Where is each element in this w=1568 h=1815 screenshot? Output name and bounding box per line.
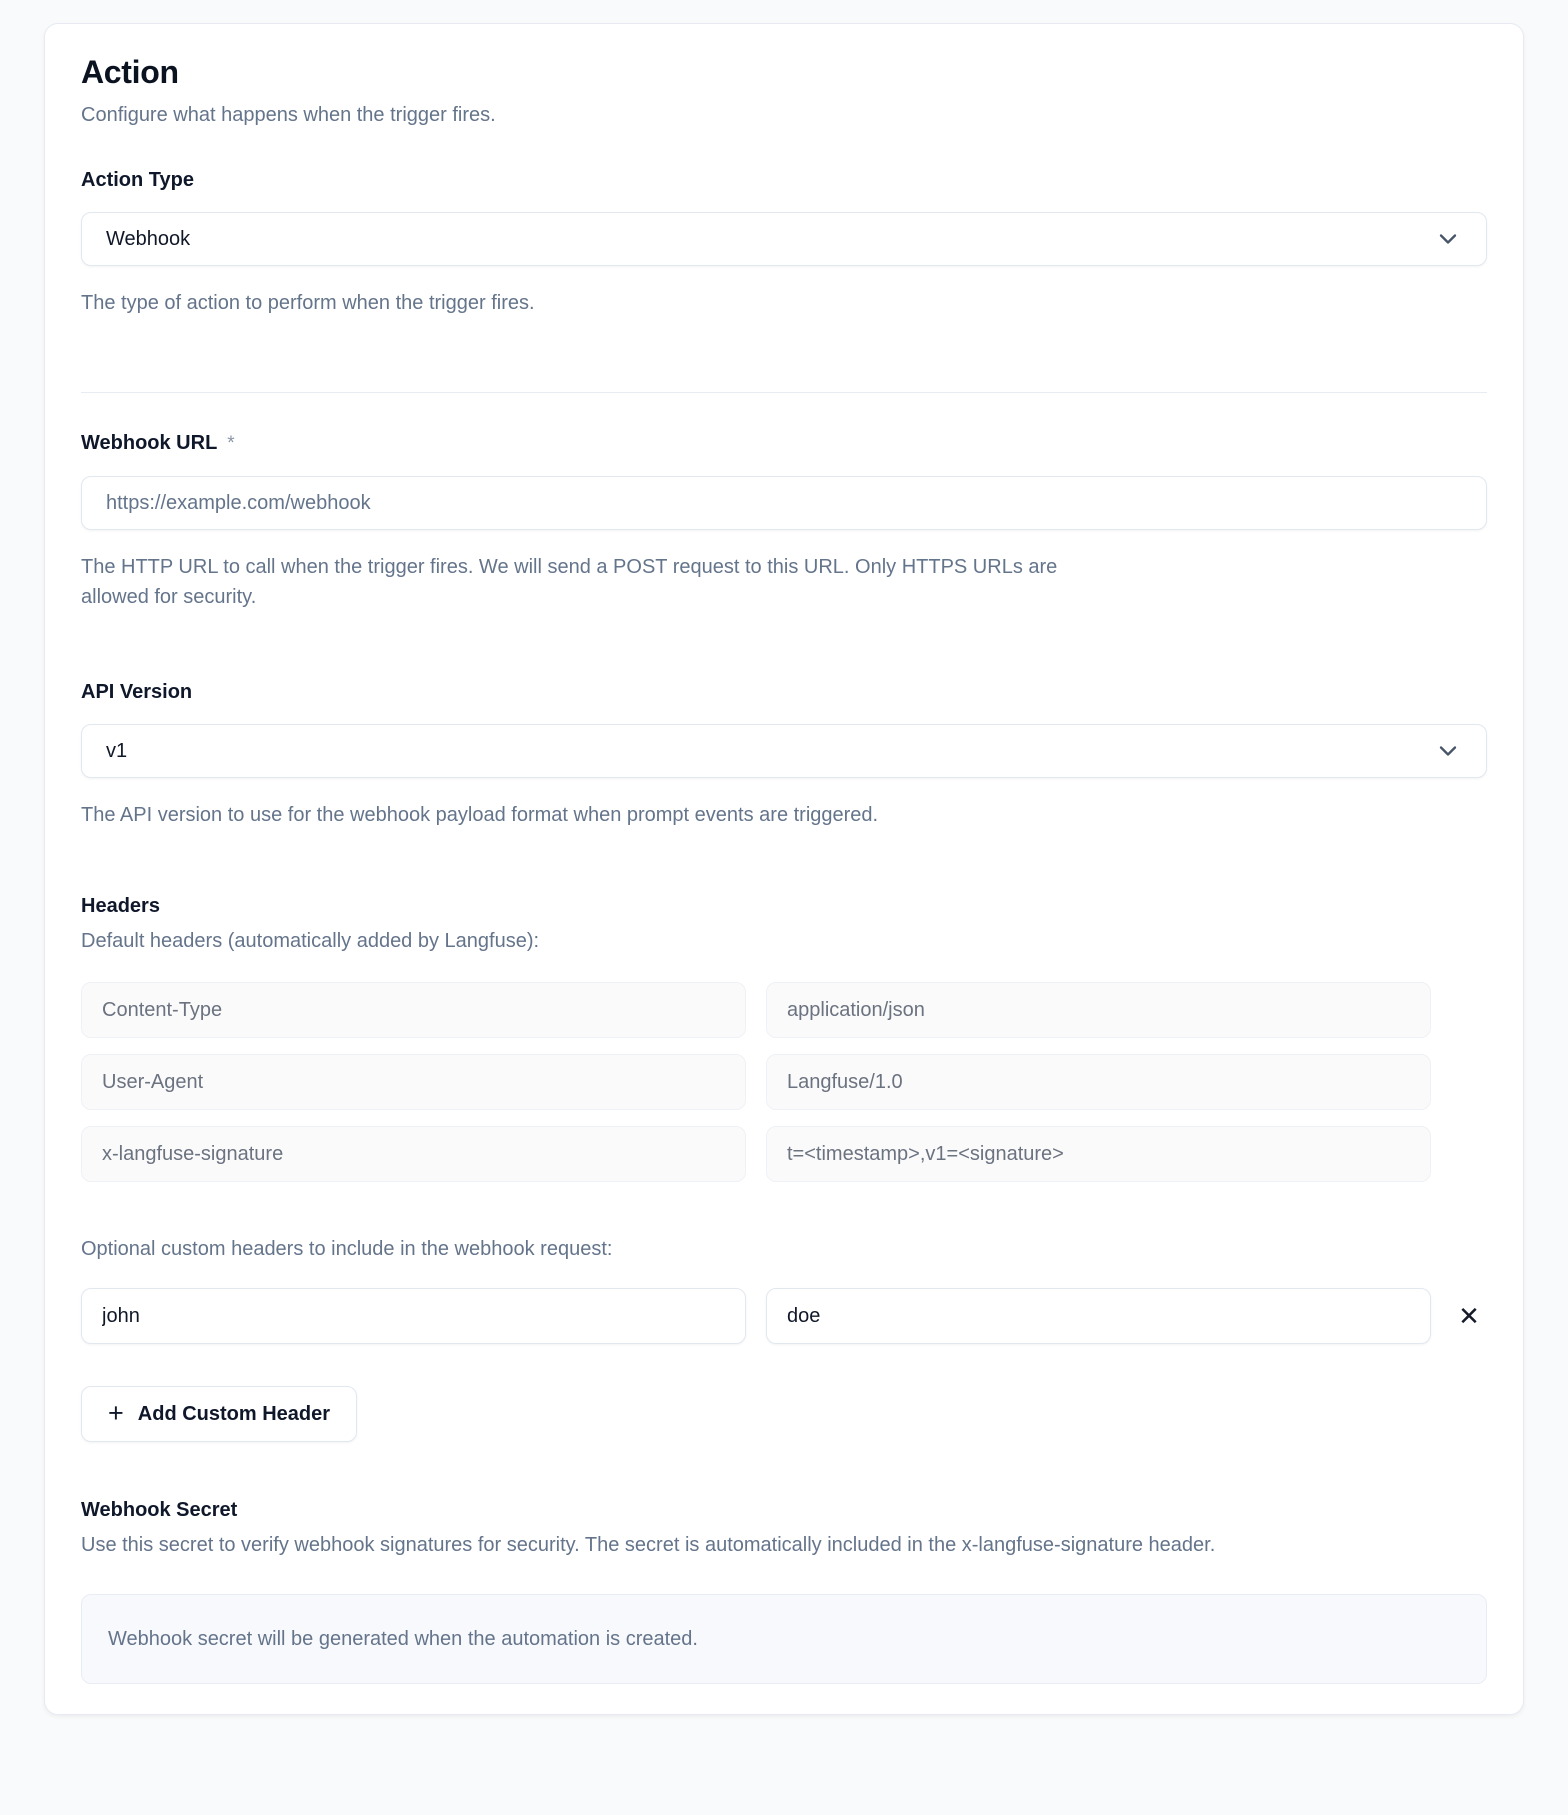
default-headers-caption: Default headers (automatically added by Langfuse):	[81, 930, 540, 952]
default-header-name-input	[81, 1126, 746, 1182]
custom-header-name-input[interactable]	[81, 1288, 746, 1344]
close-icon: ✕	[1458, 1301, 1480, 1331]
chevron-down-icon	[1434, 225, 1462, 253]
api-version-section	[81, 680, 1487, 830]
page-subtitle: Configure what happens when the trigger fires.	[81, 104, 496, 126]
webhook-url-label-text: Webhook URL	[81, 432, 218, 454]
custom-header-row	[81, 1288, 1487, 1344]
action-type-help: The type of action to perform when the trigger fires.	[81, 292, 535, 314]
default-headers-list	[81, 982, 1487, 1182]
webhook-url-input[interactable]	[81, 476, 1487, 530]
webhook-secret-description: Use this secret to verify webhook signatures for security. The secret is automatically included in the x-langfuse-signature header.	[81, 1534, 1216, 1556]
api-version-label: API Version	[81, 681, 193, 703]
api-version-help: The API version to use for the webhook payload format when prompt events are triggered.	[81, 804, 879, 826]
webhook-secret-placeholder: Webhook secret will be generated when the automation is created.	[108, 1627, 698, 1650]
default-header-row	[81, 982, 1487, 1038]
webhook-secret-box	[81, 1594, 1487, 1684]
headers-section	[81, 894, 1487, 1442]
webhook-url-help: The HTTP URL to call when the trigger fires. We will send a POST request to this URL. Only HTTPS URLs are allowed for security.	[81, 556, 1058, 608]
default-header-name-input	[81, 982, 746, 1038]
webhook-secret-label: Webhook Secret	[81, 1499, 238, 1521]
action-type-section	[81, 168, 1487, 318]
webhook-secret-section	[81, 1498, 1487, 1684]
action-type-selected-value: Webhook	[106, 227, 191, 250]
default-header-row	[81, 1126, 1487, 1182]
api-version-select[interactable]	[81, 724, 1487, 778]
remove-header-button[interactable]	[1451, 1288, 1487, 1344]
add-custom-header-button[interactable]	[81, 1386, 357, 1442]
default-header-value-input	[766, 1126, 1431, 1182]
action-card	[44, 23, 1524, 1715]
custom-header-value-input[interactable]	[766, 1288, 1431, 1344]
custom-headers-list	[81, 1288, 1487, 1344]
required-asterisk: *	[227, 433, 235, 454]
page-title: Action	[81, 54, 179, 90]
chevron-down-icon	[1434, 737, 1462, 765]
api-version-selected-value: v1	[106, 739, 128, 762]
action-type-select[interactable]	[81, 212, 1487, 266]
add-custom-header-label: Add Custom Header	[137, 1402, 331, 1425]
default-header-row	[81, 1054, 1487, 1110]
plus-icon: +	[108, 1397, 124, 1428]
default-header-name-input	[81, 1054, 746, 1110]
webhook-url-section	[81, 393, 1487, 612]
webhook-url-label	[81, 431, 1487, 456]
default-header-value-input	[766, 1054, 1431, 1110]
action-type-label: Action Type	[81, 169, 194, 191]
custom-headers-caption: Optional custom headers to include in the webhook request:	[81, 1238, 613, 1260]
default-header-value-input	[766, 982, 1431, 1038]
headers-label: Headers	[81, 895, 160, 917]
